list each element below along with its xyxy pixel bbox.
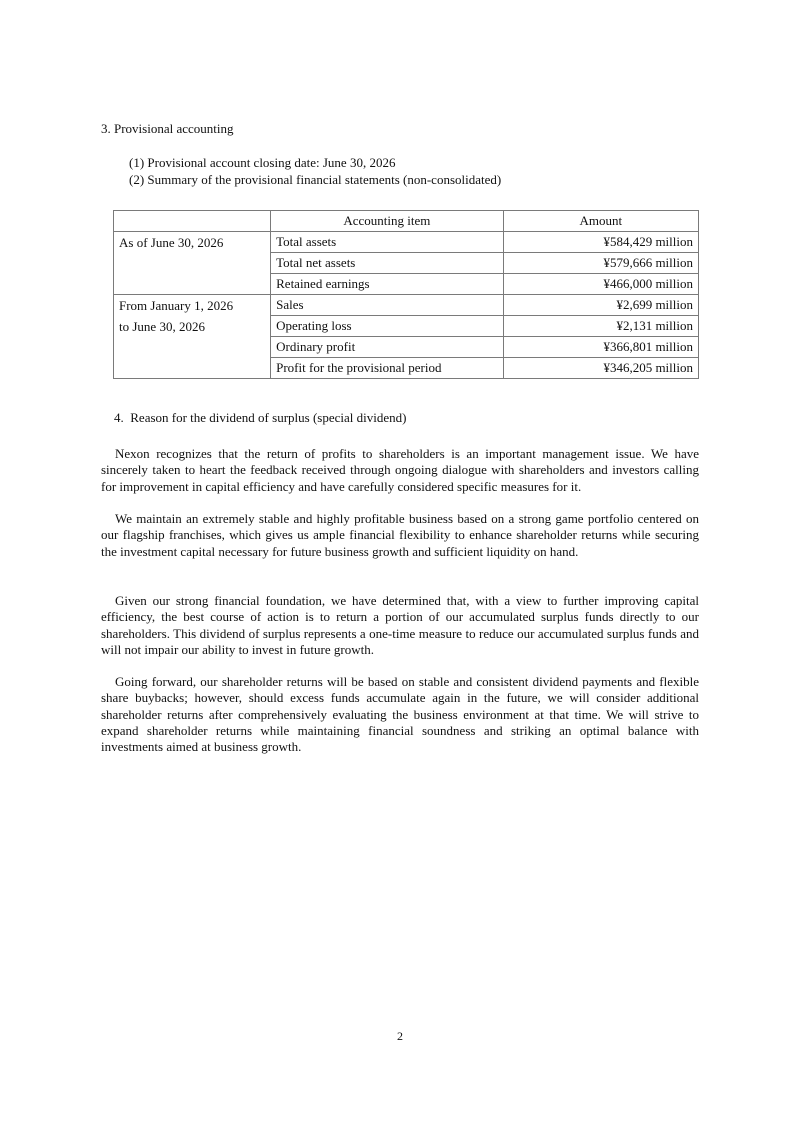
amount-cell: ¥2,131 million <box>503 316 698 337</box>
paragraph-1: Nexon recognizes that the return of profits to shareholders is an important management issue. We have sincerely taken to heart the feedback received through ongoing dialogue with shareholders and investors calling for improvement in capital efficiency and have carefully considered specific measures for it. <box>101 446 699 494</box>
paragraph-3: Given our strong financial foundation, we have determined that, with a view to further improving capital efficiency, the best course of action is to return a portion of our accumulated surplus funds directly to our shareholders. This dividend of surplus represents a one-time measure to reduce our accumulated surplus funds and will not impair our ability to invest in future growth. <box>101 593 699 657</box>
period-line-2: to June 30, 2026 <box>119 319 205 334</box>
table-header-item: Accounting item <box>271 211 504 232</box>
amount-cell: ¥2,699 million <box>503 295 698 316</box>
closing-date-item: (1) Provisional account closing date: June 30, 2026 <box>129 155 396 170</box>
item-cell: Operating loss <box>271 316 504 337</box>
item-cell: Ordinary profit <box>271 337 504 358</box>
period-balance-sheet: As of June 30, 2026 <box>114 232 271 295</box>
summary-item: (2) Summary of the provisional financial statements (non-consolidated) <box>129 172 502 187</box>
section4-heading: 4. Reason for the dividend of surplus (special dividend) <box>114 410 407 425</box>
period-income-statement <box>114 295 271 379</box>
paragraph-4: Going forward, our shareholder returns will be based on stable and consistent dividend payments and flexible share buybacks; however, should excess funds accumulate again in the future, we will consider additional shareholder returns after comprehensively evaluating the business environment at that time. We will strive to expand shareholder returns while maintaining financial soundness and striking an optimal balance with investments aimed at business growth. <box>101 674 699 755</box>
table-header-empty <box>114 211 271 232</box>
item-cell: Total assets <box>271 232 504 253</box>
item-cell: Profit for the provisional period <box>271 358 504 379</box>
table-header-amount: Amount <box>503 211 698 232</box>
amount-cell: ¥579,666 million <box>503 253 698 274</box>
amount-cell: ¥584,429 million <box>503 232 698 253</box>
item-cell: Sales <box>271 295 504 316</box>
paragraph-2: We maintain an extremely stable and highly profitable business based on a strong game portfolio centered on our flagship franchises, which gives us ample financial flexibility to enhance shareholder returns while securing the investment capital necessary for future business growth and sufficient liquidity on hand. <box>101 511 699 559</box>
amount-cell: ¥366,801 million <box>503 337 698 358</box>
item-cell: Retained earnings <box>271 274 504 295</box>
amount-cell: ¥346,205 million <box>503 358 698 379</box>
item-cell: Total net assets <box>271 253 504 274</box>
amount-cell: ¥466,000 million <box>503 274 698 295</box>
section3-heading: 3. Provisional accounting <box>101 121 234 136</box>
table-row <box>114 295 699 316</box>
table-row <box>114 232 699 253</box>
period-line-1: From January 1, 2026 <box>119 298 234 313</box>
provisional-financials-table <box>113 210 699 379</box>
table-header-row <box>114 211 699 232</box>
page-number: 2 <box>397 1029 403 1043</box>
